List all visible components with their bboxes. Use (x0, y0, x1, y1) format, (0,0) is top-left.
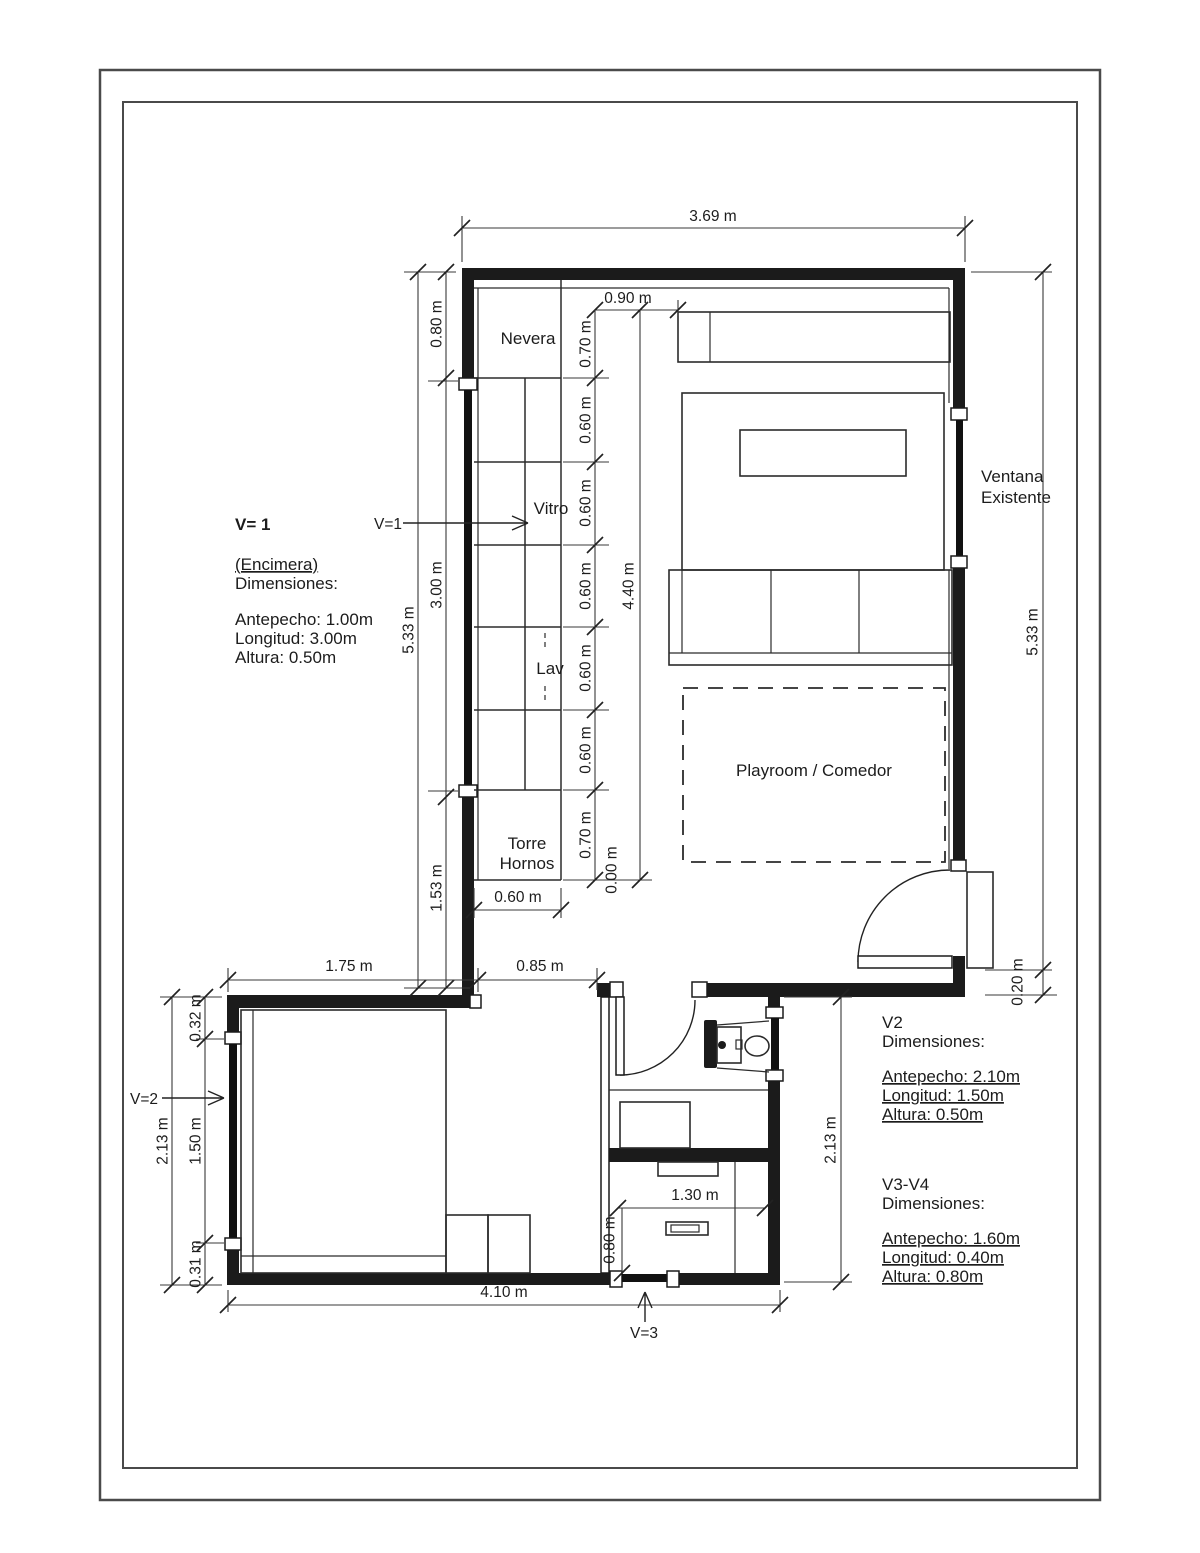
dim-369: 3.69 m (689, 208, 737, 225)
dim-bedroom-left (155, 989, 225, 1293)
bath-door-swing-arc (620, 1000, 695, 1075)
playroom-bed (682, 393, 944, 570)
note-v2-longitud: Longitud: 1.50m (882, 1086, 1004, 1105)
bath-sink (620, 1102, 690, 1148)
bath-door (616, 997, 695, 1075)
wall-lowerright-lower (768, 1078, 780, 1285)
v3-tag: V=3 (629, 1325, 659, 1342)
note-v34-longitud: Longitud: 0.40m (882, 1248, 1004, 1267)
toilet (704, 1020, 769, 1072)
label-ventana-1: Ventana (981, 467, 1044, 486)
label-nevera: Nevera (500, 329, 556, 348)
label-torre-2: Hornos (499, 854, 555, 873)
dim-left-300: 3.00 m (428, 561, 446, 609)
dim-bl-213: 2.13 m (154, 1117, 172, 1165)
window-v3-bottom (610, 1271, 679, 1287)
note-v2-title: V2 (882, 1013, 903, 1032)
v2-arrow (130, 1091, 224, 1108)
dim-chain-2: 0.60 m (577, 396, 595, 444)
dim-bl-150: 1.50 m (187, 1117, 205, 1165)
dim-desk-080: 0.80 m (601, 1216, 619, 1264)
dim-090: 0.90 m (604, 290, 652, 307)
note-v1-antepecho: Antepecho: 1.00m (235, 610, 373, 629)
bed-pillow (740, 430, 906, 476)
dim-020: 0.20 m (1009, 958, 1027, 1006)
dim-hall (220, 958, 605, 992)
label-lav: Lav (536, 659, 564, 678)
wall-inner-faces (474, 288, 949, 880)
dim-top-width (454, 208, 973, 262)
wall-top (462, 268, 965, 280)
bedroom-dresser (446, 1215, 530, 1273)
desk-shelf (658, 1162, 718, 1176)
wall-kitchen-left-upper (462, 268, 474, 378)
dim-chain-6: 0.60 m (577, 726, 595, 774)
dim-chain-7: 0.70 m (577, 811, 595, 859)
wall-bedroom-top (227, 995, 480, 1008)
wall-bedroom-left-upper (227, 995, 239, 1032)
wall-right-mid (953, 568, 965, 869)
dim-desk-room (602, 1187, 774, 1281)
dim-175: 1.75 m (325, 958, 373, 975)
dim-chain-1: 0.70 m (577, 320, 595, 368)
window-v1-kitchen (459, 378, 477, 797)
note-v1-heading: Dimensiones: (235, 574, 338, 593)
bedroom-bed (241, 1010, 446, 1273)
dim-left-153: 1.53 m (428, 864, 446, 912)
note-v2-altura: Altura: 0.50m (882, 1105, 984, 1124)
dim-440: 4.40 m (620, 562, 638, 610)
playroom-top-shelf (678, 312, 950, 362)
wall-playroom-bottom (707, 983, 965, 997)
note-v2-antepecho: Antepecho: 2.10m (882, 1067, 1020, 1086)
dim-chain-5: 0.60 m (577, 644, 595, 692)
note-v1 (235, 515, 373, 667)
label-vitro: Vitro (533, 499, 569, 518)
wall-bottom-right (679, 1273, 780, 1285)
desk-room (658, 1162, 735, 1273)
note-v1-title: V= 1 (235, 515, 271, 534)
dim-chain-3: 0.60 m (577, 479, 595, 527)
note-v34-altura: Altura: 0.80m (882, 1267, 984, 1286)
dim-chain-4: 0.60 m (577, 562, 595, 610)
note-v34-title: V3-V4 (882, 1175, 930, 1194)
wall-bath-top-left (597, 983, 610, 997)
note-v1-subtitle: (Encimera) (235, 555, 319, 574)
label-ventana-2: Existente (981, 488, 1051, 507)
dim-bottom-width (220, 1284, 788, 1313)
note-v2-heading: Dimensiones: (882, 1032, 985, 1051)
dim-left-080: 0.80 m (428, 300, 446, 348)
dim-br-213: 2.13 m (822, 1116, 840, 1164)
note-v1-longitud: Longitud: 3.00m (235, 629, 357, 648)
wall-bath-desk-separator (601, 1148, 780, 1162)
entry-step (967, 872, 993, 968)
window-v2-bedroom (225, 1032, 241, 1250)
toilet-bowl (745, 1036, 769, 1056)
note-v2 (882, 1013, 1020, 1124)
dim-lower-right (784, 989, 852, 1290)
dim-bl-031: 0.31 m (187, 1240, 205, 1288)
v2-tag: V=2 (130, 1091, 159, 1108)
wall-kitchen-left-lower (462, 797, 474, 995)
wall-bottom-left (227, 1273, 610, 1285)
bath-vanity (609, 1090, 768, 1148)
v1-tag: V=1 (374, 516, 403, 533)
wall-lowerright-upper (768, 983, 780, 1008)
dim-085: 0.85 m (516, 958, 564, 975)
kitchen-counter (474, 280, 561, 880)
wall-right-upper (953, 268, 965, 408)
toilet-button (718, 1041, 726, 1049)
dim-bl-032: 0.32 m (187, 994, 205, 1042)
dim-130: 1.30 m (671, 1187, 719, 1204)
desk-object (666, 1222, 708, 1235)
playroom-sofa (669, 570, 952, 665)
dim-left-533: 5.33 m (400, 606, 418, 654)
entrance-door-swing-arc (858, 870, 950, 962)
dim-counter-chain (563, 302, 652, 894)
label-playroom: Playroom / Comedor (736, 761, 892, 780)
dim-left-side (401, 264, 471, 996)
note-v34-antepecho: Antepecho: 1.60m (882, 1229, 1020, 1248)
dim-410: 4.10 m (480, 1284, 528, 1301)
toilet-tank (704, 1020, 717, 1068)
dim-right-533: 5.33 m (1024, 608, 1042, 656)
dim-torre-width (466, 888, 569, 918)
dim-000: 0.00 m (603, 846, 621, 894)
label-torre-1: Torre (507, 834, 547, 853)
dim-right-side (971, 264, 1057, 1006)
v1-arrow (374, 516, 528, 533)
note-v1-altura: Altura: 0.50m (235, 648, 337, 667)
note-v34-heading: Dimensiones: (882, 1194, 985, 1213)
entrance-door (858, 870, 952, 968)
window-existing-right (951, 408, 967, 568)
entrance-door-leaf (858, 956, 952, 968)
v3-arrow (630, 1292, 658, 1342)
note-v34 (882, 1175, 1020, 1286)
bath-door-leaf (616, 997, 624, 1075)
dim-torre-060: 0.60 m (494, 889, 542, 906)
